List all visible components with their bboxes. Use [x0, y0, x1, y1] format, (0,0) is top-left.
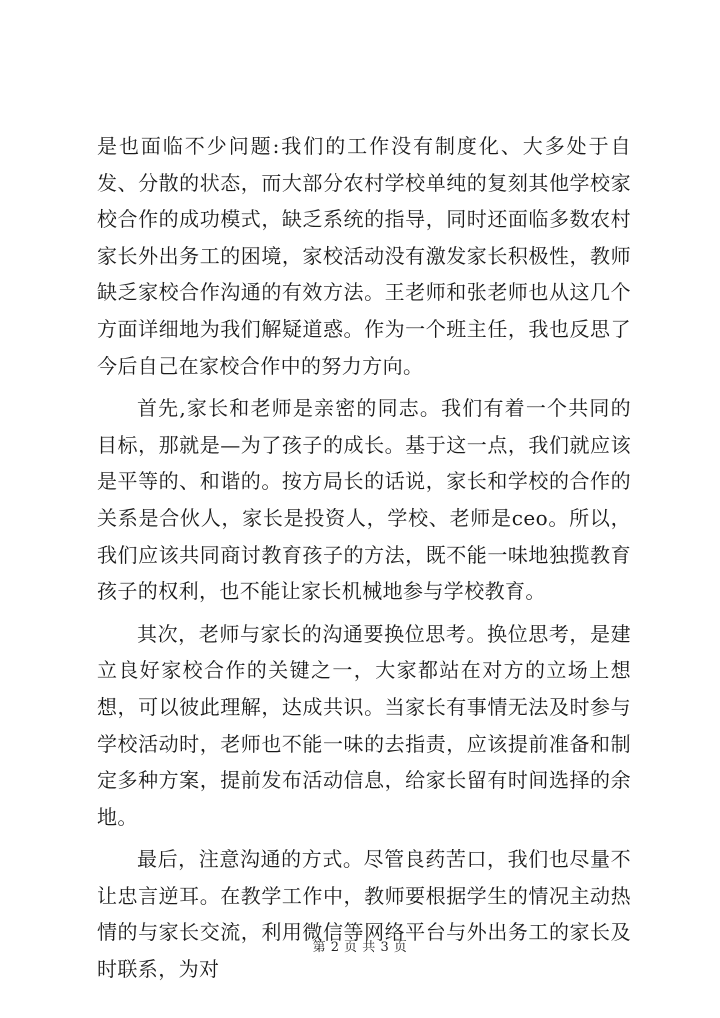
paragraph-second-point: 其次，老师与家长的沟通要换位思考。换位思考，是建立良好家校合作的关键之一，大家都站在对方的立场上想想，可以彼此理解，达成共识。当家长有事情无法及时参与学校活动时，老师也不能一味的去指责，应该提前准备和制定多种方案，提前发布活动信息，给家长留有时间选择的余地。 [97, 621, 631, 829]
document-body [97, 128, 631, 994]
paragraph-continuation: 是也面临不少问题:我们的工作没有制度化、大多处于自发、分散的状态，而大部分农村学校单纯的复刻其他学校家校合作的成功模式，缺乏系统的指导，同时还面临多数农村家长外出务工的困境，家校活动没有激发家长积极性，教师缺乏家校合作沟通的有效方法。王老师和张老师也从这几个方面详细地为我们解疑道惑。作为一个班主任，我也反思了今后自己在家校合作中的努力方向。 [97, 134, 631, 378]
page-number-footer: 第 2 页 共 3 页 [312, 940, 408, 955]
paragraph-first-point: 首先,家长和老师是亲密的同志。我们有着一个共同的目标，那就是—为了孩子的成长。基于这一点，我们就应该是平等的、和谐的。按方局长的话说，家长和学校的合作的关系是合伙人，家长是投资人，学校、老师是ceo。所以，我们应该共同商讨教育孩子的方法，既不能一味地独揽教育孩子的权利，也不能让家长机械地参与学校教育。 [97, 396, 631, 604]
paragraph-third-point: 最后，注意沟通的方式。尽管良药苦口，我们也尽量不让忠言逆耳。在教学工作中，教师要根据学生的情况主动热情的与家长交流，利用微信等网络平台与外出务工的家长及时联系，为对 [97, 847, 631, 982]
